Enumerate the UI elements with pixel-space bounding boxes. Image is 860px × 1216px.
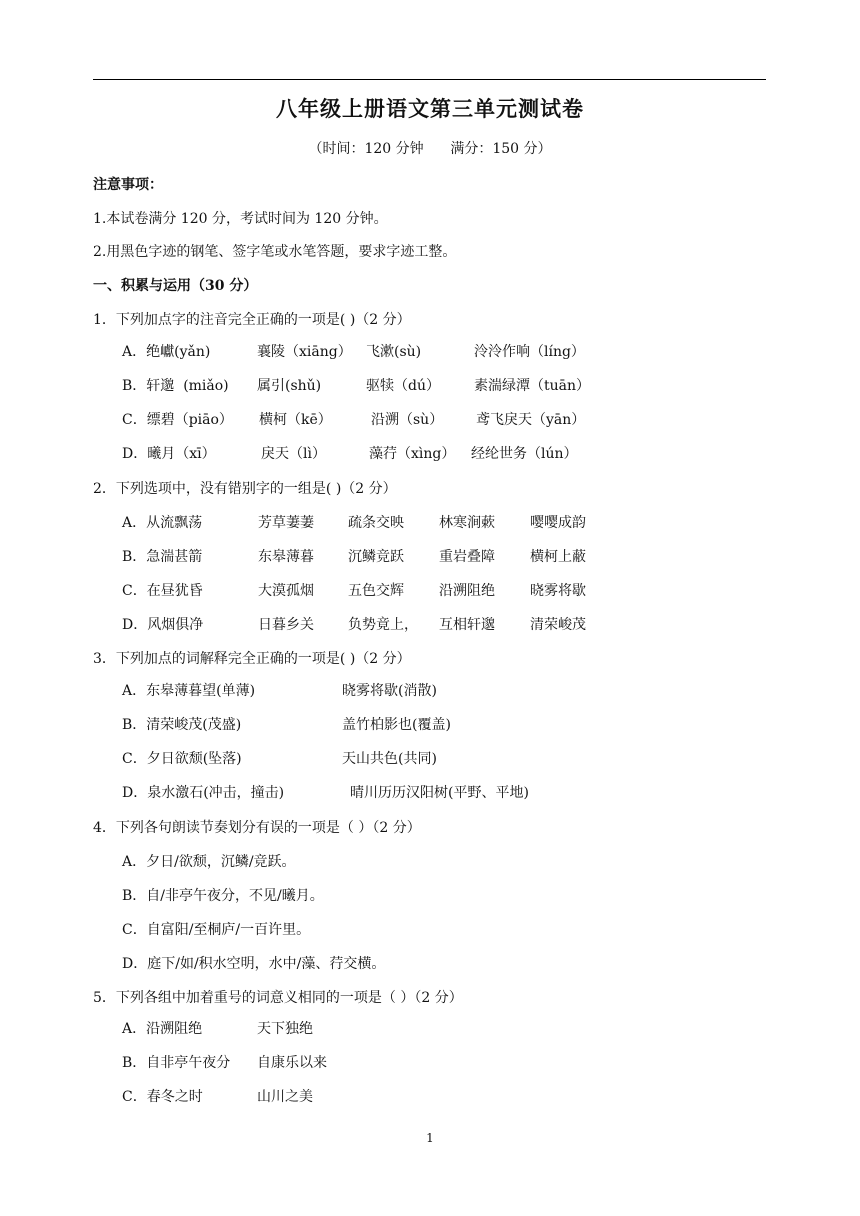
q1-option-c-3: 沿溯（sù） bbox=[371, 412, 444, 428]
q1-option-b-1: B．轩邈 (miǎo) bbox=[122, 378, 229, 394]
question-stem: 2．下列选项中，没有错别字的一组是( )（2 分） bbox=[93, 481, 397, 497]
q1-option-a-1: A．绝巘(yǎn) bbox=[122, 344, 211, 360]
q1-option-a-4: 泠泠作响（líng） bbox=[474, 344, 585, 360]
notice-heading: 注意事项： bbox=[93, 177, 163, 193]
q5-option-b-2: 自康乐以来 bbox=[257, 1055, 327, 1071]
q4-option-b: B．自/非亭午夜分，不见/曦月。 bbox=[122, 888, 324, 904]
q2-option-a-5: 嘤嘤成韵 bbox=[530, 515, 586, 531]
q2-option-c-1: C．在昼犹昏 bbox=[122, 583, 203, 599]
q1-option-b-2: 属引(shǔ) bbox=[257, 378, 322, 394]
q2-option-c-5: 晓雾将歇 bbox=[530, 583, 586, 599]
q3-option-d-1: D．泉水激石(冲击，撞击) bbox=[122, 785, 285, 801]
q1-option-c-1: C．缥碧（piāo） bbox=[122, 412, 233, 428]
question-stem: 1．下列加点字的注音完全正确的一项是( )（2 分） bbox=[93, 312, 411, 328]
q2-option-b-2: 东皋薄暮 bbox=[258, 549, 314, 565]
exam-info: （时间：120 分钟 满分：150 分） bbox=[308, 141, 552, 157]
q2-option-a-4: 林寒涧蔌 bbox=[439, 515, 495, 531]
q1-option-c-4: 鸢飞戾天（yān） bbox=[476, 412, 586, 428]
q4-option-a: A．夕日/欲颓，沉鳞/竞跃。 bbox=[122, 854, 296, 870]
page-title: 八年级上册语文第三单元测试卷 bbox=[276, 96, 584, 121]
q1-option-a-2: 襄陵（xiāng） bbox=[257, 344, 352, 360]
q1-option-d-4: 经纶世务（lún） bbox=[471, 446, 578, 462]
q1-option-c-2: 横柯（kē） bbox=[259, 412, 332, 428]
q1-option-d-1: D．曦月（xī） bbox=[122, 446, 216, 462]
q2-option-c-3: 五色交辉 bbox=[348, 583, 404, 599]
q3-option-b-2: 盖竹柏影也(覆盖) bbox=[342, 717, 451, 733]
question-stem: 4．下列各句朗读节奏划分有误的一项是（ ）（2 分） bbox=[93, 820, 421, 836]
q2-option-a-2: 芳草萋萋 bbox=[258, 515, 314, 531]
q1-option-d-3: 藻荇（xìng） bbox=[369, 446, 456, 462]
section-heading: 一、积累与运用（30 分） bbox=[93, 278, 258, 294]
q4-option-d: D．庭下/如/积水空明，水中/藻、荇交横。 bbox=[122, 956, 386, 972]
q2-option-a-1: A．从流飘荡 bbox=[122, 515, 203, 531]
notice-item: 1.本试卷满分 120 分，考试时间为 120 分钟。 bbox=[93, 211, 388, 227]
page-number: 1 bbox=[426, 1131, 434, 1145]
q2-option-a-3: 疏条交映 bbox=[348, 515, 404, 531]
q1-option-a-3: 飞漱(sù) bbox=[366, 344, 422, 360]
q2-option-b-5: 横柯上蔽 bbox=[530, 549, 586, 565]
q3-option-a-2: 晓雾将歇(消散) bbox=[342, 683, 437, 699]
q2-option-b-3: 沉鳞竞跃 bbox=[348, 549, 404, 565]
q2-option-b-1: B．急湍甚箭 bbox=[122, 549, 203, 565]
q3-option-a-1: A．东皋薄暮望(单薄) bbox=[122, 683, 256, 699]
q2-option-d-4: 互相轩邈 bbox=[439, 617, 495, 633]
question-stem: 3．下列加点的词解释完全正确的一项是( )（2 分） bbox=[93, 651, 411, 667]
q2-option-d-3: 负势竟上， bbox=[348, 617, 418, 633]
q1-option-b-4: 素湍绿潭（tuān） bbox=[474, 378, 591, 394]
q2-option-d-1: D．风烟俱净 bbox=[122, 617, 204, 633]
q3-option-d-2: 晴川历历汉阳树(平野、平地) bbox=[350, 785, 529, 801]
q3-option-b-1: B．清荣峻茂(茂盛) bbox=[122, 717, 242, 733]
q1-option-d-2: 戾天（lì） bbox=[261, 446, 326, 462]
q5-option-c-2: 山川之美 bbox=[257, 1089, 313, 1105]
notice-item: 2.用黑色字迹的钢笔、签字笔或水笔答题，要求字迹工整。 bbox=[93, 244, 457, 260]
q1-option-b-3: 驱犊（dú） bbox=[366, 378, 440, 394]
q4-option-c: C．自富阳/至桐庐/一百许里。 bbox=[122, 922, 311, 938]
q2-option-c-4: 沿溯阻绝 bbox=[439, 583, 495, 599]
header-rule bbox=[93, 79, 766, 80]
question-stem: 5．下列各组中加着重号的词意义相同的一项是（ ）（2 分） bbox=[93, 990, 463, 1006]
q5-option-c-1: C．春冬之时 bbox=[122, 1089, 203, 1105]
q2-option-d-2: 日暮乡关 bbox=[258, 617, 314, 633]
q2-option-d-5: 清荣峻茂 bbox=[530, 617, 586, 633]
q3-option-c-2: 天山共色(共同) bbox=[342, 751, 437, 767]
q2-option-b-4: 重岩叠障 bbox=[439, 549, 495, 565]
q5-option-a-1: A．沿溯阻绝 bbox=[122, 1021, 203, 1037]
q5-option-b-1: B．自非亭午夜分 bbox=[122, 1055, 231, 1071]
q3-option-c-1: C．夕日欲颓(坠落) bbox=[122, 751, 242, 767]
q2-option-c-2: 大漠孤烟 bbox=[258, 583, 314, 599]
q5-option-a-2: 天下独绝 bbox=[257, 1021, 313, 1037]
